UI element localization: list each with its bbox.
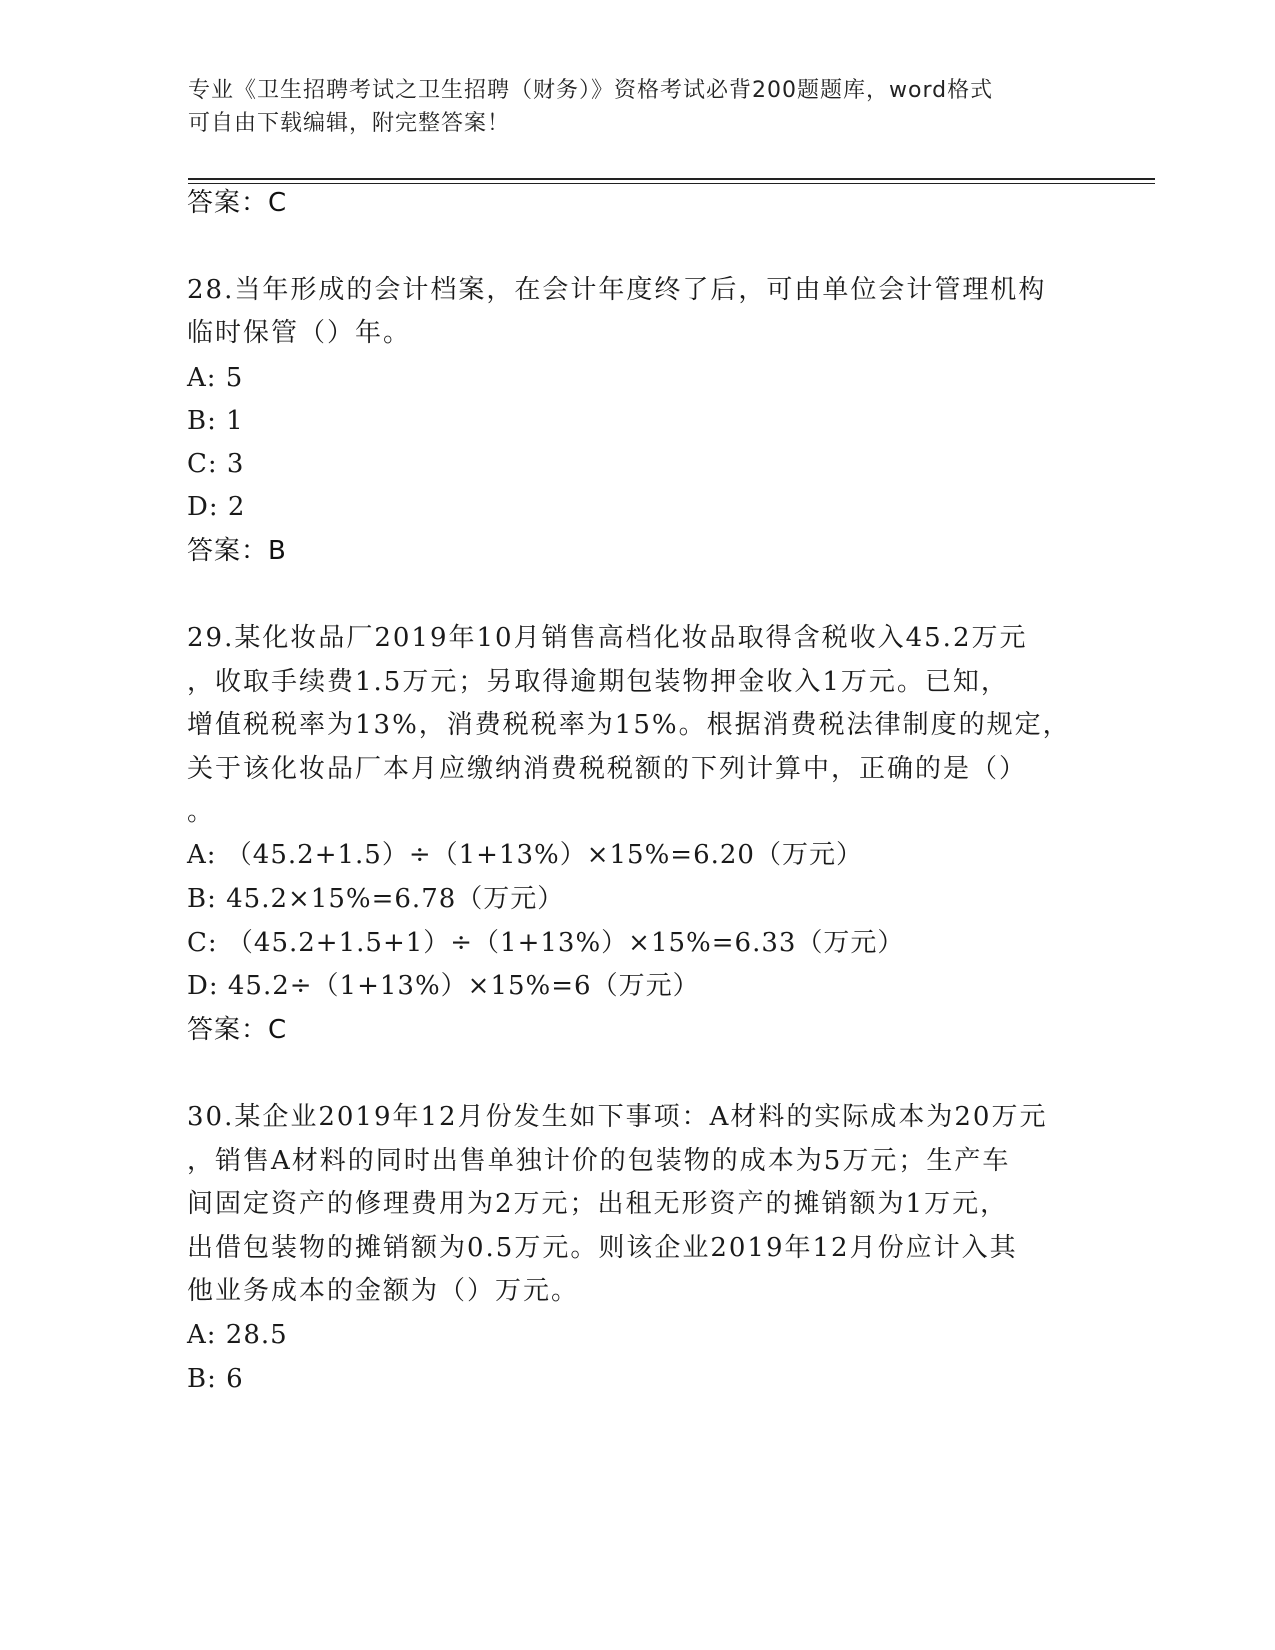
header-title-line-1: 专业《卫生招聘考试之卫生招聘（财务）》资格考试必背200题题库，word格式: [188, 78, 994, 103]
q29-option-a: A: （45.2+1.5）÷（1+13%）×15%=6.20（万元）: [187, 840, 863, 870]
q29-option-b: B: 45.2×15%=6.78（万元）: [187, 884, 565, 914]
header-title-line-2: 可自由下载编辑，附完整答案！: [188, 111, 511, 136]
document-header: [188, 74, 1088, 140]
q29-option-d: D: 45.2÷（1+13%）×15%=6（万元）: [187, 971, 700, 1001]
q29-stem-line-5: 。: [187, 797, 216, 827]
q30-option-a: A: 28.5: [187, 1320, 288, 1350]
q30-stem-line-5: 他业务成本的金额为（）万元。: [187, 1276, 580, 1306]
q28-option-a: A: 5: [187, 363, 244, 393]
answer-previous-question: 答案：C: [187, 188, 288, 218]
q28-answer: 答案：B: [187, 536, 287, 566]
q29-stem-line-4: 关于该化妆品厂本月应缴纳消费税税额的下列计算中，正确的是（）: [187, 754, 1028, 784]
q30-stem-line-4: 出借包装物的摊销额为0.5万元。则该企业2019年12月份应计入其: [187, 1233, 1018, 1263]
q30-option-b: B: 6: [187, 1364, 244, 1394]
q30-stem-line-2: ，销售A材料的同时出售单独计价的包装物的成本为5万元；生产车: [187, 1146, 1011, 1176]
q29-stem-line-3: 增值税税率为13%，消费税税率为15%。根据消费税法律制度的规定，: [187, 710, 1071, 740]
q30-stem-line-3: 间固定资产的修理费用为2万元；出租无形资产的摊销额为1万元，: [187, 1189, 1009, 1219]
q30-stem-line-1: 30.某企业2019年12月份发生如下事项：A材料的实际成本为20万元: [187, 1102, 1048, 1132]
q28-stem-line-1: 28.当年形成的会计档案，在会计年度终了后，可由单位会计管理机构: [187, 275, 1047, 305]
q29-stem-line-2: ，收取手续费1.5万元；另取得逾期包装物押金收入1万元。已知，: [187, 667, 1009, 697]
header-rule-thin: [188, 183, 1155, 184]
q28-option-c: C: 3: [187, 449, 245, 479]
header-rule-thick: [188, 178, 1155, 180]
q29-stem-line-1: 29.某化妆品厂2019年10月销售高档化妆品取得含税收入45.2万元: [187, 623, 1028, 653]
q29-option-c: C: （45.2+1.5+1）÷（1+13%）×15%=6.33（万元）: [187, 928, 905, 958]
q28-option-b: B: 1: [187, 406, 244, 436]
q29-answer: 答案：C: [187, 1015, 288, 1045]
q28-option-d: D: 2: [187, 492, 246, 522]
q28-stem-line-2: 临时保管（）年。: [187, 318, 412, 348]
